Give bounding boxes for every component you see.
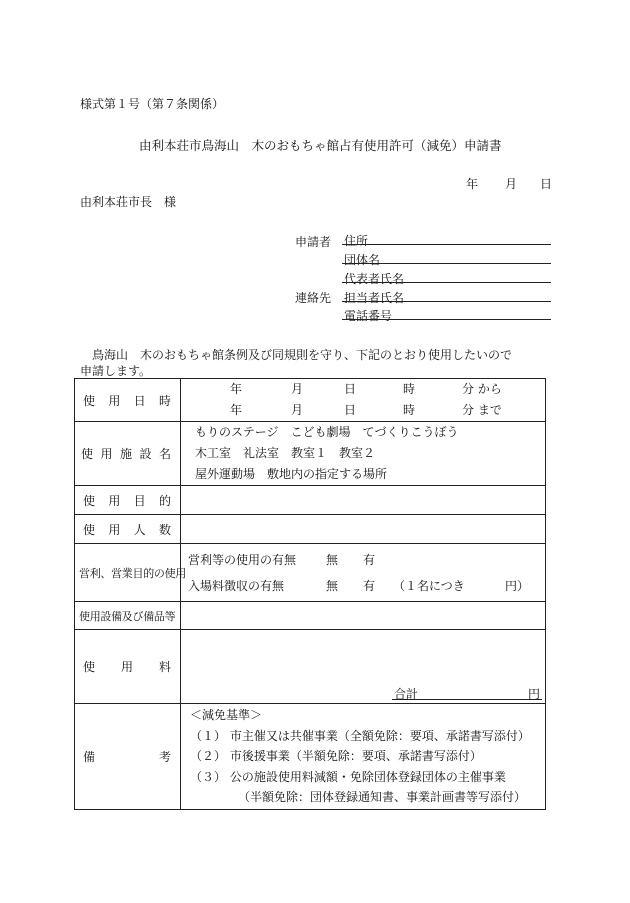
equipment-label-text: 使用設備及び備品等	[79, 609, 176, 623]
document-title: 由利本荘市鳥海山 木のおもちゃ館占有使用許可（減免）申請書	[139, 138, 502, 153]
label-char: 料	[158, 660, 171, 674]
from-hour-unit: 時	[403, 382, 416, 396]
from-month-unit: 月	[291, 382, 304, 396]
addressee: 由利本荘市長 様	[80, 195, 177, 209]
datetime-to-line	[181, 400, 545, 421]
remarks-label	[75, 704, 181, 810]
from-minute-unit: 分 から	[462, 382, 502, 396]
people-label	[75, 515, 181, 544]
form-number: 様式第１号（第７条関係）	[80, 97, 225, 111]
row-equipment	[75, 602, 546, 630]
commercial-q1-text: 営利等の使用の有無	[188, 552, 297, 567]
criteria-item: （３） 公の施設使用料減額・免除団体登録団体の主催事業	[190, 769, 506, 784]
representative-field-line[interactable]	[342, 282, 551, 283]
facility-option-line[interactable]: 木工室 礼法室 教室１ 教室２	[195, 446, 376, 460]
usage-datetime-value[interactable]	[181, 379, 546, 422]
equipment-label	[75, 602, 181, 630]
label-char: 使	[81, 447, 94, 461]
fee-label	[75, 630, 181, 704]
people-value[interactable]	[181, 515, 546, 544]
fee-total-label: 合計	[394, 687, 419, 701]
date-month: 月	[505, 177, 518, 191]
criteria-item: （２） 市後援事業（半額免除：要項、承諾書写添付）	[190, 749, 482, 763]
commercial-q2	[181, 573, 545, 599]
label-char: 的	[158, 493, 171, 508]
commercial-label-text: 営利、営業目的の使用	[79, 566, 186, 580]
label-char: 備	[83, 750, 96, 764]
organization-field-line[interactable]	[342, 263, 551, 264]
label-char: 施	[119, 447, 132, 461]
usage-datetime-label	[75, 379, 181, 422]
applicant-label: 申請者	[295, 235, 332, 249]
intro-line-2: 申請します。	[80, 364, 152, 378]
label-char: 数	[158, 522, 171, 537]
fee-total-underline	[392, 699, 542, 700]
to-year-unit: 年	[230, 403, 243, 417]
row-purpose	[75, 486, 546, 515]
criteria-item-note: （半額免除：団体登録通知書、事業計画書等写添付）	[238, 790, 527, 804]
label-char: 用	[100, 447, 113, 461]
fee-total-line	[181, 683, 545, 703]
row-usage-datetime	[75, 379, 546, 422]
label-char: 目	[133, 493, 146, 508]
commercial-value	[181, 544, 546, 602]
facility-option-line[interactable]: 屋外運動場 敷地内の指定する場所	[195, 467, 388, 481]
to-hour-unit: 時	[403, 403, 416, 417]
commercial-q2-no-option[interactable]: 無	[326, 578, 339, 593]
reduction-criteria-heading: ＜減免基準＞	[190, 708, 263, 722]
commercial-q1-no-option[interactable]: 無	[326, 552, 339, 567]
entry-fee-per-person-label: （１名につき	[393, 578, 465, 593]
person-in-charge-field-label: 担当者氏名	[344, 291, 405, 305]
row-commercial	[75, 544, 546, 602]
datetime-from-line	[181, 379, 545, 400]
label-char: 日	[133, 393, 146, 408]
row-people	[75, 515, 546, 544]
intro-line-1: 鳥海山 木のおもちゃ館条例及び同規則を守り、下記のとおり使用したいので	[92, 348, 513, 362]
commercial-q2-yes-option[interactable]: 有	[363, 578, 376, 593]
label-char: 用	[108, 522, 121, 537]
label-char: 使	[83, 493, 96, 508]
address-field-label: 住所	[344, 234, 369, 248]
label-char: 時	[158, 393, 171, 408]
to-minute-unit: 分 まで	[462, 403, 502, 417]
purpose-label	[75, 486, 181, 515]
organization-field-label: 団体名	[344, 253, 381, 267]
commercial-label	[75, 544, 186, 602]
row-remarks	[75, 704, 546, 810]
commercial-q2-text: 入場料徴収の有無	[188, 578, 285, 593]
label-char: 考	[158, 750, 171, 764]
equipment-value[interactable]	[181, 602, 546, 630]
label-char: 名	[158, 447, 171, 461]
fee-value[interactable]	[181, 630, 546, 704]
date-day: 日	[540, 177, 553, 191]
row-fee	[75, 630, 546, 704]
commercial-q1-yes-option[interactable]: 有	[363, 552, 376, 567]
row-facility	[75, 422, 546, 486]
contact-label: 連絡先	[295, 291, 332, 305]
label-char: 使	[83, 660, 96, 674]
person-in-charge-field-line[interactable]	[342, 301, 551, 302]
facility-value[interactable]	[181, 422, 546, 486]
phone-field-line[interactable]	[342, 319, 551, 320]
to-month-unit: 月	[291, 403, 304, 417]
purpose-value[interactable]	[181, 486, 546, 515]
label-char: 用	[120, 660, 133, 674]
remarks-value	[181, 704, 546, 810]
label-char: 設	[139, 447, 152, 461]
label-char: 使	[83, 393, 96, 408]
criteria-item: （１） 市主催又は共催事業（全額免除：要項、承諾書写添付）	[190, 728, 530, 743]
label-char: 使	[83, 522, 96, 537]
entry-fee-yen-unit: 円）	[505, 578, 530, 593]
fee-yen-unit: 円	[528, 687, 541, 701]
label-char: 人	[133, 522, 146, 537]
representative-field-label: 代表者氏名	[344, 272, 405, 286]
phone-field-label: 電話番号	[344, 309, 393, 323]
from-day-unit: 日	[344, 382, 357, 396]
commercial-q1	[181, 547, 545, 573]
label-char: 用	[108, 493, 121, 508]
label-char: 用	[108, 393, 121, 408]
date-year: 年	[466, 177, 479, 191]
facility-label	[75, 422, 181, 486]
address-field-line[interactable]	[342, 244, 551, 245]
facility-option-line[interactable]: もりのステージ こども劇場 てづくりこうぼう	[195, 425, 459, 439]
application-table	[74, 378, 546, 810]
from-year-unit: 年	[230, 382, 243, 396]
to-day-unit: 日	[344, 403, 357, 417]
